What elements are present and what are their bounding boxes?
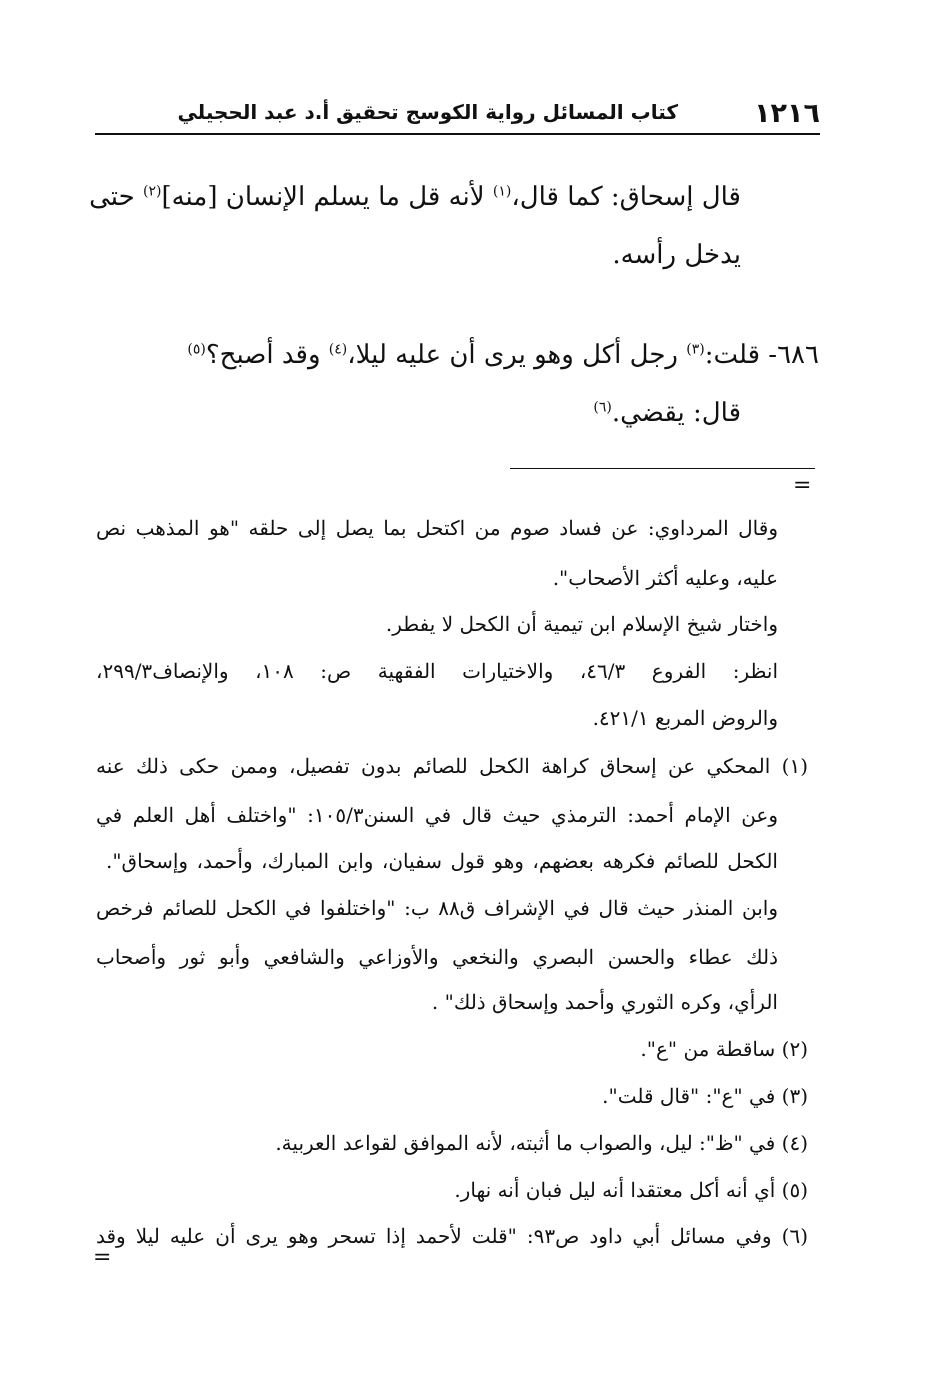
main-line-1 (89, 182, 741, 212)
footnote-ref-4: (٤) (328, 341, 348, 358)
footnote-line: عليه، وعليه أكثر الأصحاب". (552, 566, 778, 590)
footnote-line: (٥) أي أنه أكل معتقدا أنه ليل فبان أنه نهار. (454, 1178, 808, 1202)
answer-686 (593, 398, 741, 428)
question-text-2: رجل أكل وهو يرى أن عليه ليلا، (347, 340, 687, 370)
footnote-line: والروض المربع ٤٢١/١. (592, 706, 778, 730)
footnote-line: انظر: الفروع ٤٦/٣، والاختيارات الفقهية ص: ١٠٨، والإنصاف٢٩٩/٣، (96, 659, 779, 683)
footnote-line: ذلك عطاء والحسن البصري والنخعي والأوزاعي والشافعي وأبو ثور وأصحاب (96, 945, 779, 969)
footnote-line: الرأي، وكره الثوري وأحمد وإسحاق ذلك" . (431, 990, 778, 1014)
main-line-2-text: يدخل رأسه. (612, 240, 741, 270)
question-text-3: وقد أصبح؟ (205, 340, 329, 370)
question-text-1: ٦٨٦- قلت: (704, 340, 819, 370)
main-line-1-text-3: حتى (89, 182, 143, 212)
running-title: كتاب المسائل رواية الكوسج تحقيق أ.د عبد الحجيلي (177, 100, 678, 124)
main-line-1-text-2: لأنه قل ما يسلم الإنسان [منه] (161, 182, 493, 212)
footnote-line: (٢) ساقطة من "ع". (640, 1037, 808, 1061)
footnote-ref-6: (٦) (593, 399, 612, 416)
footnote-line: (١) المحكي عن إسحاق كراهة الكحل للصائم بدون تفصيل، وممن حكى ذلك عنه (96, 754, 808, 778)
main-line-2 (612, 240, 741, 270)
continuation-mark-top: = (793, 473, 812, 498)
footnote-line: الكحل للصائم فكرهه بعضهم، وهو قول سفيان، وابن المبارك، وأحمد، وإسحاق". (106, 849, 778, 873)
footnote-ref-1: (١) (492, 183, 512, 200)
answer-text: قال: يقضي. (611, 398, 741, 428)
footnote-line: وابن المنذر حيث قال في الإشراف ق٨٨ ب: "واختلفوا في الكحل للصائم فرخص (96, 896, 778, 920)
main-line-1-text: قال إسحاق: كما قال، (511, 182, 741, 212)
footnote-ref-2: (٢) (143, 183, 162, 200)
footnote-ref-5: (٥) (187, 341, 206, 358)
footnote-ref-3: (٣) (686, 341, 705, 358)
footnote-line: (٤) في "ظ": ليل، والصواب ما أثبته، لأنه الموافق لقواعد العربية. (275, 1131, 808, 1155)
header-rule (95, 133, 820, 135)
footnote-line: (٣) في "ع": "قال قلت". (602, 1084, 808, 1108)
footnote-line: وعن الإمام أحمد: الترمذي حيث قال في السنن١٠٥/٣: "واختلف أهل العلم في (96, 803, 779, 827)
page-number: ١٢١٦ (754, 98, 820, 129)
continuation-mark-bottom: = (93, 1245, 112, 1270)
page-header (95, 92, 820, 132)
footnote-line: وقال المرداوي: عن فساد صوم من اكتحل بما يصل إلى حلقه "هو المذهب نص (96, 516, 778, 540)
footnote-line: (٦) وفي مسائل أبي داود ص٩٣: "قلت لأحمد إذا تسحر وهو يرى أن عليه ليلا وقد (96, 1224, 808, 1248)
footnote-line: واختار شيخ الإسلام ابن تيمية أن الكحل لا يفطر. (385, 612, 778, 636)
footnote-separator (510, 468, 815, 469)
question-686 (187, 340, 819, 370)
